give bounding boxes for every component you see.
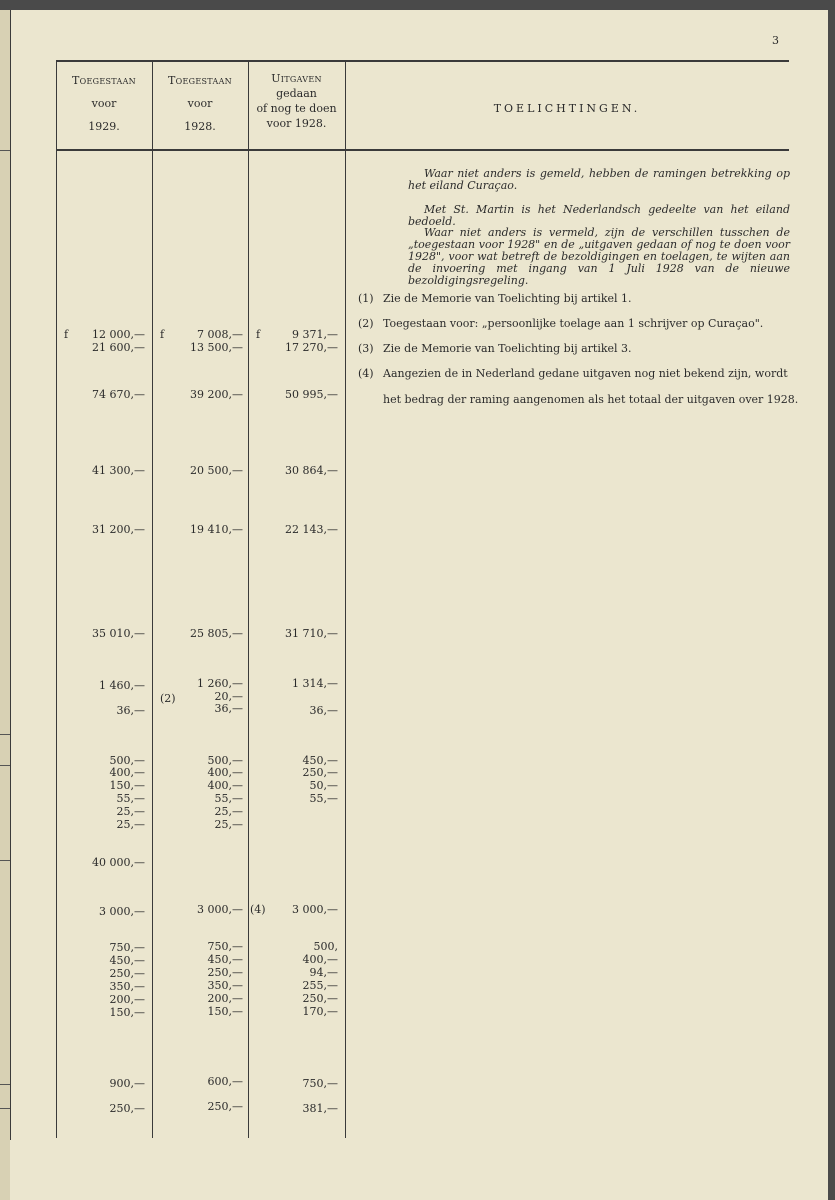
cell-1928: 1 260,— — [197, 677, 243, 690]
margin-tick — [0, 1084, 10, 1085]
note-2 — [358, 317, 763, 331]
currency-col2: f — [160, 328, 165, 341]
cell-1928: 400,— — [207, 766, 243, 779]
cell-uitgaven: 250,— — [302, 766, 338, 779]
cell-uitgaven: 50,— — [309, 779, 338, 792]
cell-1928: 25,— — [214, 818, 243, 831]
margin-tick — [0, 765, 10, 766]
cell-1928: 25,— — [214, 805, 243, 818]
cell-1929: 21 600,— — [92, 341, 145, 354]
cell-uitgaven: 1 314,— — [292, 677, 338, 690]
cell-uitgaven: 94,— — [309, 966, 338, 979]
cell-uitgaven: 400,— — [302, 953, 338, 966]
cell-1928: 20,— — [214, 690, 243, 703]
header-col2-title: Toegestaan — [168, 74, 232, 87]
cell-1929: 250,— — [109, 967, 145, 980]
cell-1929: 25,— — [116, 805, 145, 818]
note-2-mark: (2) — [358, 317, 374, 330]
cell-1928: 250,— — [207, 966, 243, 979]
cell-1929: 1 460,— — [99, 679, 145, 692]
header-col1 — [56, 73, 152, 134]
header-col3-line2: gedaan — [276, 87, 317, 100]
footnote-marker-4: (4) — [250, 903, 266, 916]
previous-page-edge — [0, 10, 10, 1200]
cell-uitgaven: 17 270,— — [285, 341, 338, 354]
document-page — [0, 10, 828, 1200]
header-col1-line3: 1929. — [88, 120, 120, 133]
note-1-text: Zie de Memorie van Toelichting bij artikel 1. — [383, 292, 632, 305]
cell-1929: 41 300,— — [92, 464, 145, 477]
cell-uitgaven: 3 000,— — [292, 903, 338, 916]
cell-1929: 12 000,— — [92, 328, 145, 341]
column-rule — [56, 60, 57, 1138]
cell-1929: 35 010,— — [92, 627, 145, 640]
header-col1-title: Toegestaan — [72, 74, 136, 87]
column-rule — [248, 60, 249, 1138]
header-col2-line3: 1928. — [184, 120, 216, 133]
currency-col3: f — [256, 328, 261, 341]
cell-uitgaven: 381,— — [302, 1102, 338, 1115]
margin-tick — [0, 734, 10, 735]
cell-1929: 40 000,— — [92, 856, 145, 869]
cell-1929: 900,— — [109, 1077, 145, 1090]
header-col2-line2: voor — [187, 97, 213, 110]
cell-uitgaven: 250,— — [302, 992, 338, 1005]
cell-1929: 3 000,— — [99, 905, 145, 918]
note-4-continuation: het bedrag der raming aangenomen als het totaal der uitgaven over 1928. — [383, 393, 799, 406]
cell-1929: 55,— — [116, 792, 145, 805]
cell-1928: 750,— — [207, 940, 243, 953]
cell-1928: 150,— — [207, 1005, 243, 1018]
cell-1929: 74 670,— — [92, 388, 145, 401]
page-edge-line — [10, 10, 11, 1140]
margin-tick — [0, 860, 10, 861]
cell-1929: 250,— — [109, 1102, 145, 1115]
header-col3-title: Uitgaven — [271, 72, 322, 85]
cell-uitgaven: 170,— — [302, 1005, 338, 1018]
cell-1928: 450,— — [207, 953, 243, 966]
intro-paragraph-3: Waar niet anders is vermeld, zijn de verschillen tusschen de „toegestaan voor 1928" en de „uitgaven gedaan of nog te doen voor 1928", voor wat betreft de bezoldigingen en toelagen, te wijten aan de invoering met ingang van 1 Juli 1928 van de nieuwe bezoldigingsregeling. — [408, 226, 790, 287]
cell-1928: 7 008,— — [197, 328, 243, 341]
note-3-mark: (3) — [358, 342, 374, 355]
header-toelichtingen: TOELICHTINGEN. — [493, 102, 641, 115]
cell-1928: 500,— — [207, 754, 243, 767]
note-3-text: Zie de Memorie van Toelichting bij artikel 3. — [383, 342, 632, 355]
cell-1929: 500,— — [109, 754, 145, 767]
cell-uitgaven: 450,— — [302, 754, 338, 767]
page-number: 3 — [772, 34, 779, 47]
cell-1928: 20 500,— — [190, 464, 243, 477]
cell-uitgaven: 255,— — [302, 979, 338, 992]
header-col3-line3: of nog te doen — [256, 102, 337, 115]
note-4-text: Aangezien de in Nederland gedane uitgaven nog niet bekend zijn, wordt — [383, 367, 788, 380]
cell-uitgaven: 9 371,— — [292, 328, 338, 341]
cell-1928: 600,— — [207, 1075, 243, 1088]
footnote-marker-2: (2) — [160, 692, 176, 705]
intro-paragraph-1: Waar niet anders is gemeld, hebben de ramingen betrekking op het eiland Curaçao. — [408, 167, 790, 192]
cell-1928: 13 500,— — [190, 341, 243, 354]
cell-1929: 350,— — [109, 980, 145, 993]
cell-1928: 400,— — [207, 779, 243, 792]
margin-tick — [0, 1108, 10, 1109]
cell-1928: 55,— — [214, 792, 243, 805]
cell-1928: 350,— — [207, 979, 243, 992]
cell-uitgaven: 50 995,— — [285, 388, 338, 401]
margin-tick — [0, 150, 10, 151]
column-rule — [152, 60, 153, 1138]
cell-1929: 31 200,— — [92, 523, 145, 536]
cell-1928: 25 805,— — [190, 627, 243, 640]
header-rule — [56, 149, 789, 151]
intro-paragraph-2: Met St. Martin is het Nederlandsch gedeelte van het eiland bedoeld. — [408, 203, 790, 228]
header-col2 — [152, 73, 248, 134]
note-1 — [358, 292, 632, 306]
cell-1928: 19 410,— — [190, 523, 243, 536]
note-3 — [358, 342, 632, 356]
cell-1929: 150,— — [109, 779, 145, 792]
cell-uitgaven: 30 864,— — [285, 464, 338, 477]
note-1-mark: (1) — [358, 292, 374, 305]
cell-1929: 750,— — [109, 941, 145, 954]
cell-1928: 36,— — [214, 702, 243, 715]
note-4 — [358, 367, 788, 381]
cell-1929: 400,— — [109, 766, 145, 779]
cell-1929: 25,— — [116, 818, 145, 831]
note-4-mark: (4) — [358, 367, 374, 380]
cell-uitgaven: 750,— — [302, 1077, 338, 1090]
cell-1928: 39 200,— — [190, 388, 243, 401]
currency-col1: f — [64, 328, 69, 341]
cell-1929: 36,— — [116, 704, 145, 717]
cell-uitgaven: 31 710,— — [285, 627, 338, 640]
cell-1928: 3 000,— — [197, 903, 243, 916]
top-rule — [56, 60, 789, 62]
header-col3-line4: voor 1928. — [266, 117, 327, 130]
header-col3 — [248, 71, 345, 131]
cell-1928: 250,— — [207, 1100, 243, 1113]
cell-1929: 450,— — [109, 954, 145, 967]
cell-1929: 150,— — [109, 1006, 145, 1019]
cell-uitgaven: 36,— — [309, 704, 338, 717]
cell-uitgaven: 55,— — [309, 792, 338, 805]
cell-1928: 200,— — [207, 992, 243, 1005]
column-rule — [345, 60, 346, 1138]
cell-1929: 200,— — [109, 993, 145, 1006]
note-2-text: Toegestaan voor: „persoonlijke toelage aan 1 schrijver op Curaçao". — [383, 317, 764, 330]
cell-uitgaven: 22 143,— — [285, 523, 338, 536]
header-col1-line2: voor — [91, 97, 117, 110]
cell-uitgaven: 500, — [313, 940, 338, 953]
